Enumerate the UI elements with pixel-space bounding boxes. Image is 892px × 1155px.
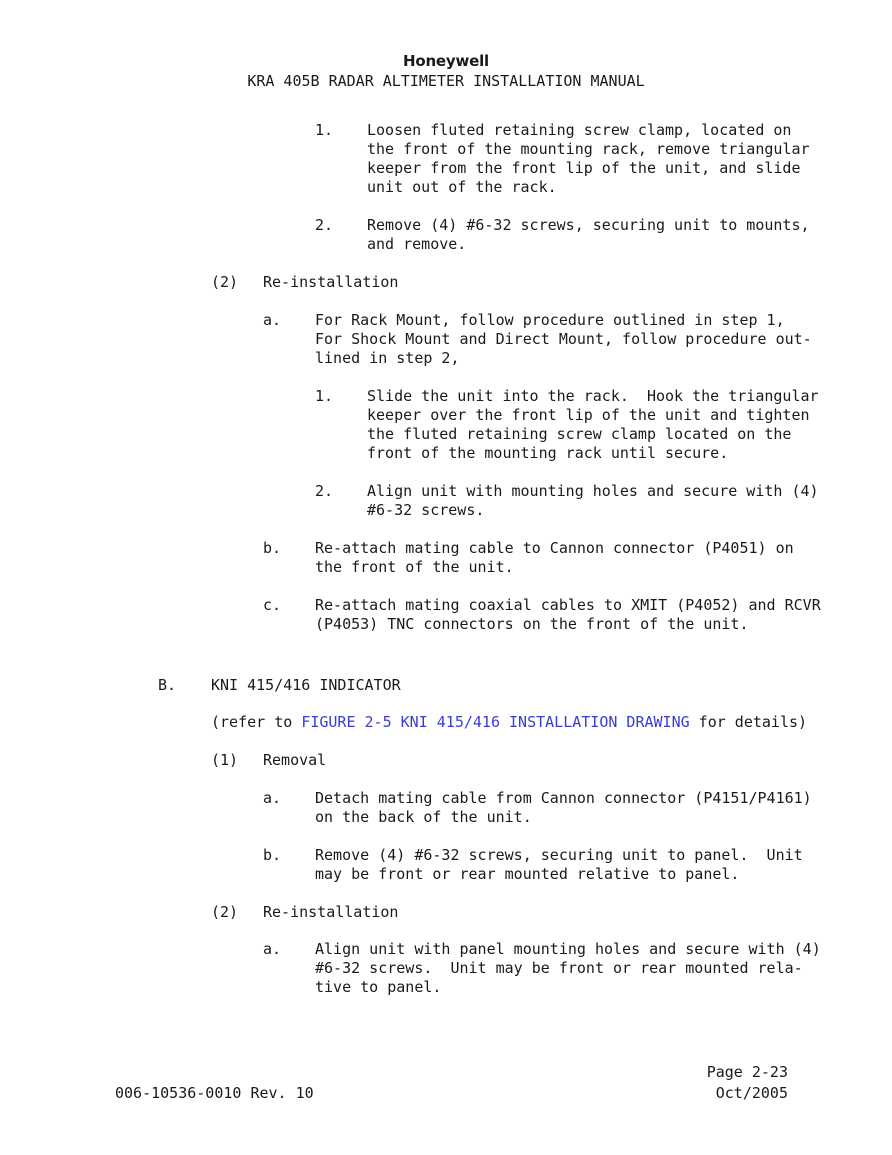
manual-title: KRA 405B RADAR ALTIMETER INSTALLATION MANUAL (247, 72, 645, 90)
subsection-number: (1) (211, 751, 239, 769)
step-number: 1. (315, 121, 334, 139)
item-text: on the back of the unit. (315, 808, 532, 826)
item-text: Re-attach mating coaxial cables to XMIT (P4052) and RCVR (315, 596, 821, 614)
reference-suffix: for details) (689, 713, 808, 731)
item-text: (P4053) TNC connectors on the front of the unit. (315, 615, 749, 633)
item-letter: a. (263, 940, 282, 958)
item-letter: b. (263, 539, 282, 557)
item-text: #6-32 screws. Unit may be front or rear mounted rela- (315, 959, 803, 977)
page-number: Page 2-23 (706, 1063, 788, 1081)
subsection-heading: Removal (263, 751, 327, 769)
step-text: keeper from the front lip of the unit, and slide (367, 159, 801, 177)
item-text: the front of the unit. (315, 558, 514, 576)
item-text: Detach mating cable from Cannon connector (P4151/P4161) (315, 789, 812, 807)
item-text: Re-attach mating cable to Cannon connector (P4051) on (315, 539, 794, 557)
subsection-number: (2) (211, 273, 239, 291)
item-letter: b. (263, 846, 282, 864)
item-text: lined in step 2, (315, 349, 460, 367)
step-text: front of the mounting rack until secure. (367, 444, 729, 462)
step-text: and remove. (367, 235, 467, 253)
item-letter: c. (263, 596, 282, 614)
section-heading: KNI 415/416 INDICATOR (211, 676, 401, 694)
step-text: the front of the mounting rack, remove triangular (367, 140, 810, 158)
item-text: may be front or rear mounted relative to panel. (315, 865, 740, 883)
reference-line (211, 713, 807, 732)
item-text: Align unit with panel mounting holes and secure with (4) (315, 940, 821, 958)
step-text: unit out of the rack. (367, 178, 557, 196)
subsection-heading: Re-installation (263, 903, 399, 921)
item-letter: a. (263, 789, 282, 807)
reference-prefix: (refer to (211, 713, 302, 731)
item-text: Remove (4) #6-32 screws, securing unit to panel. Unit (315, 846, 803, 864)
revision-date: Oct/2005 (715, 1084, 788, 1102)
item-text: tive to panel. (315, 978, 442, 996)
step-number: 2. (315, 482, 334, 500)
section-letter: B. (158, 676, 177, 694)
step-text: #6-32 screws. (367, 501, 485, 519)
subsection-number: (2) (211, 903, 239, 921)
figure-2-5-link[interactable]: FIGURE 2-5 KNI 415/416 INSTALLATION DRAWING (301, 713, 690, 731)
step-text: Remove (4) #6-32 screws, securing unit to mounts, (367, 216, 810, 234)
step-number: 2. (315, 216, 334, 234)
honeywell-logo: Honeywell (402, 52, 489, 70)
item-letter: a. (263, 311, 282, 329)
step-text: Loosen fluted retaining screw clamp, located on (367, 121, 792, 139)
step-text: Align unit with mounting holes and secure with (4) (367, 482, 819, 500)
step-number: 1. (315, 387, 334, 405)
item-text: For Shock Mount and Direct Mount, follow procedure out- (315, 330, 812, 348)
document-number: 006-10536-0010 Rev. 10 (115, 1084, 314, 1102)
step-text: keeper over the front lip of the unit and tighten (367, 406, 810, 424)
step-text: the fluted retaining screw clamp located on the (367, 425, 792, 443)
step-text: Slide the unit into the rack. Hook the triangular (367, 387, 819, 405)
item-text: For Rack Mount, follow procedure outlined in step 1, (315, 311, 785, 329)
subsection-heading: Re-installation (263, 273, 399, 291)
